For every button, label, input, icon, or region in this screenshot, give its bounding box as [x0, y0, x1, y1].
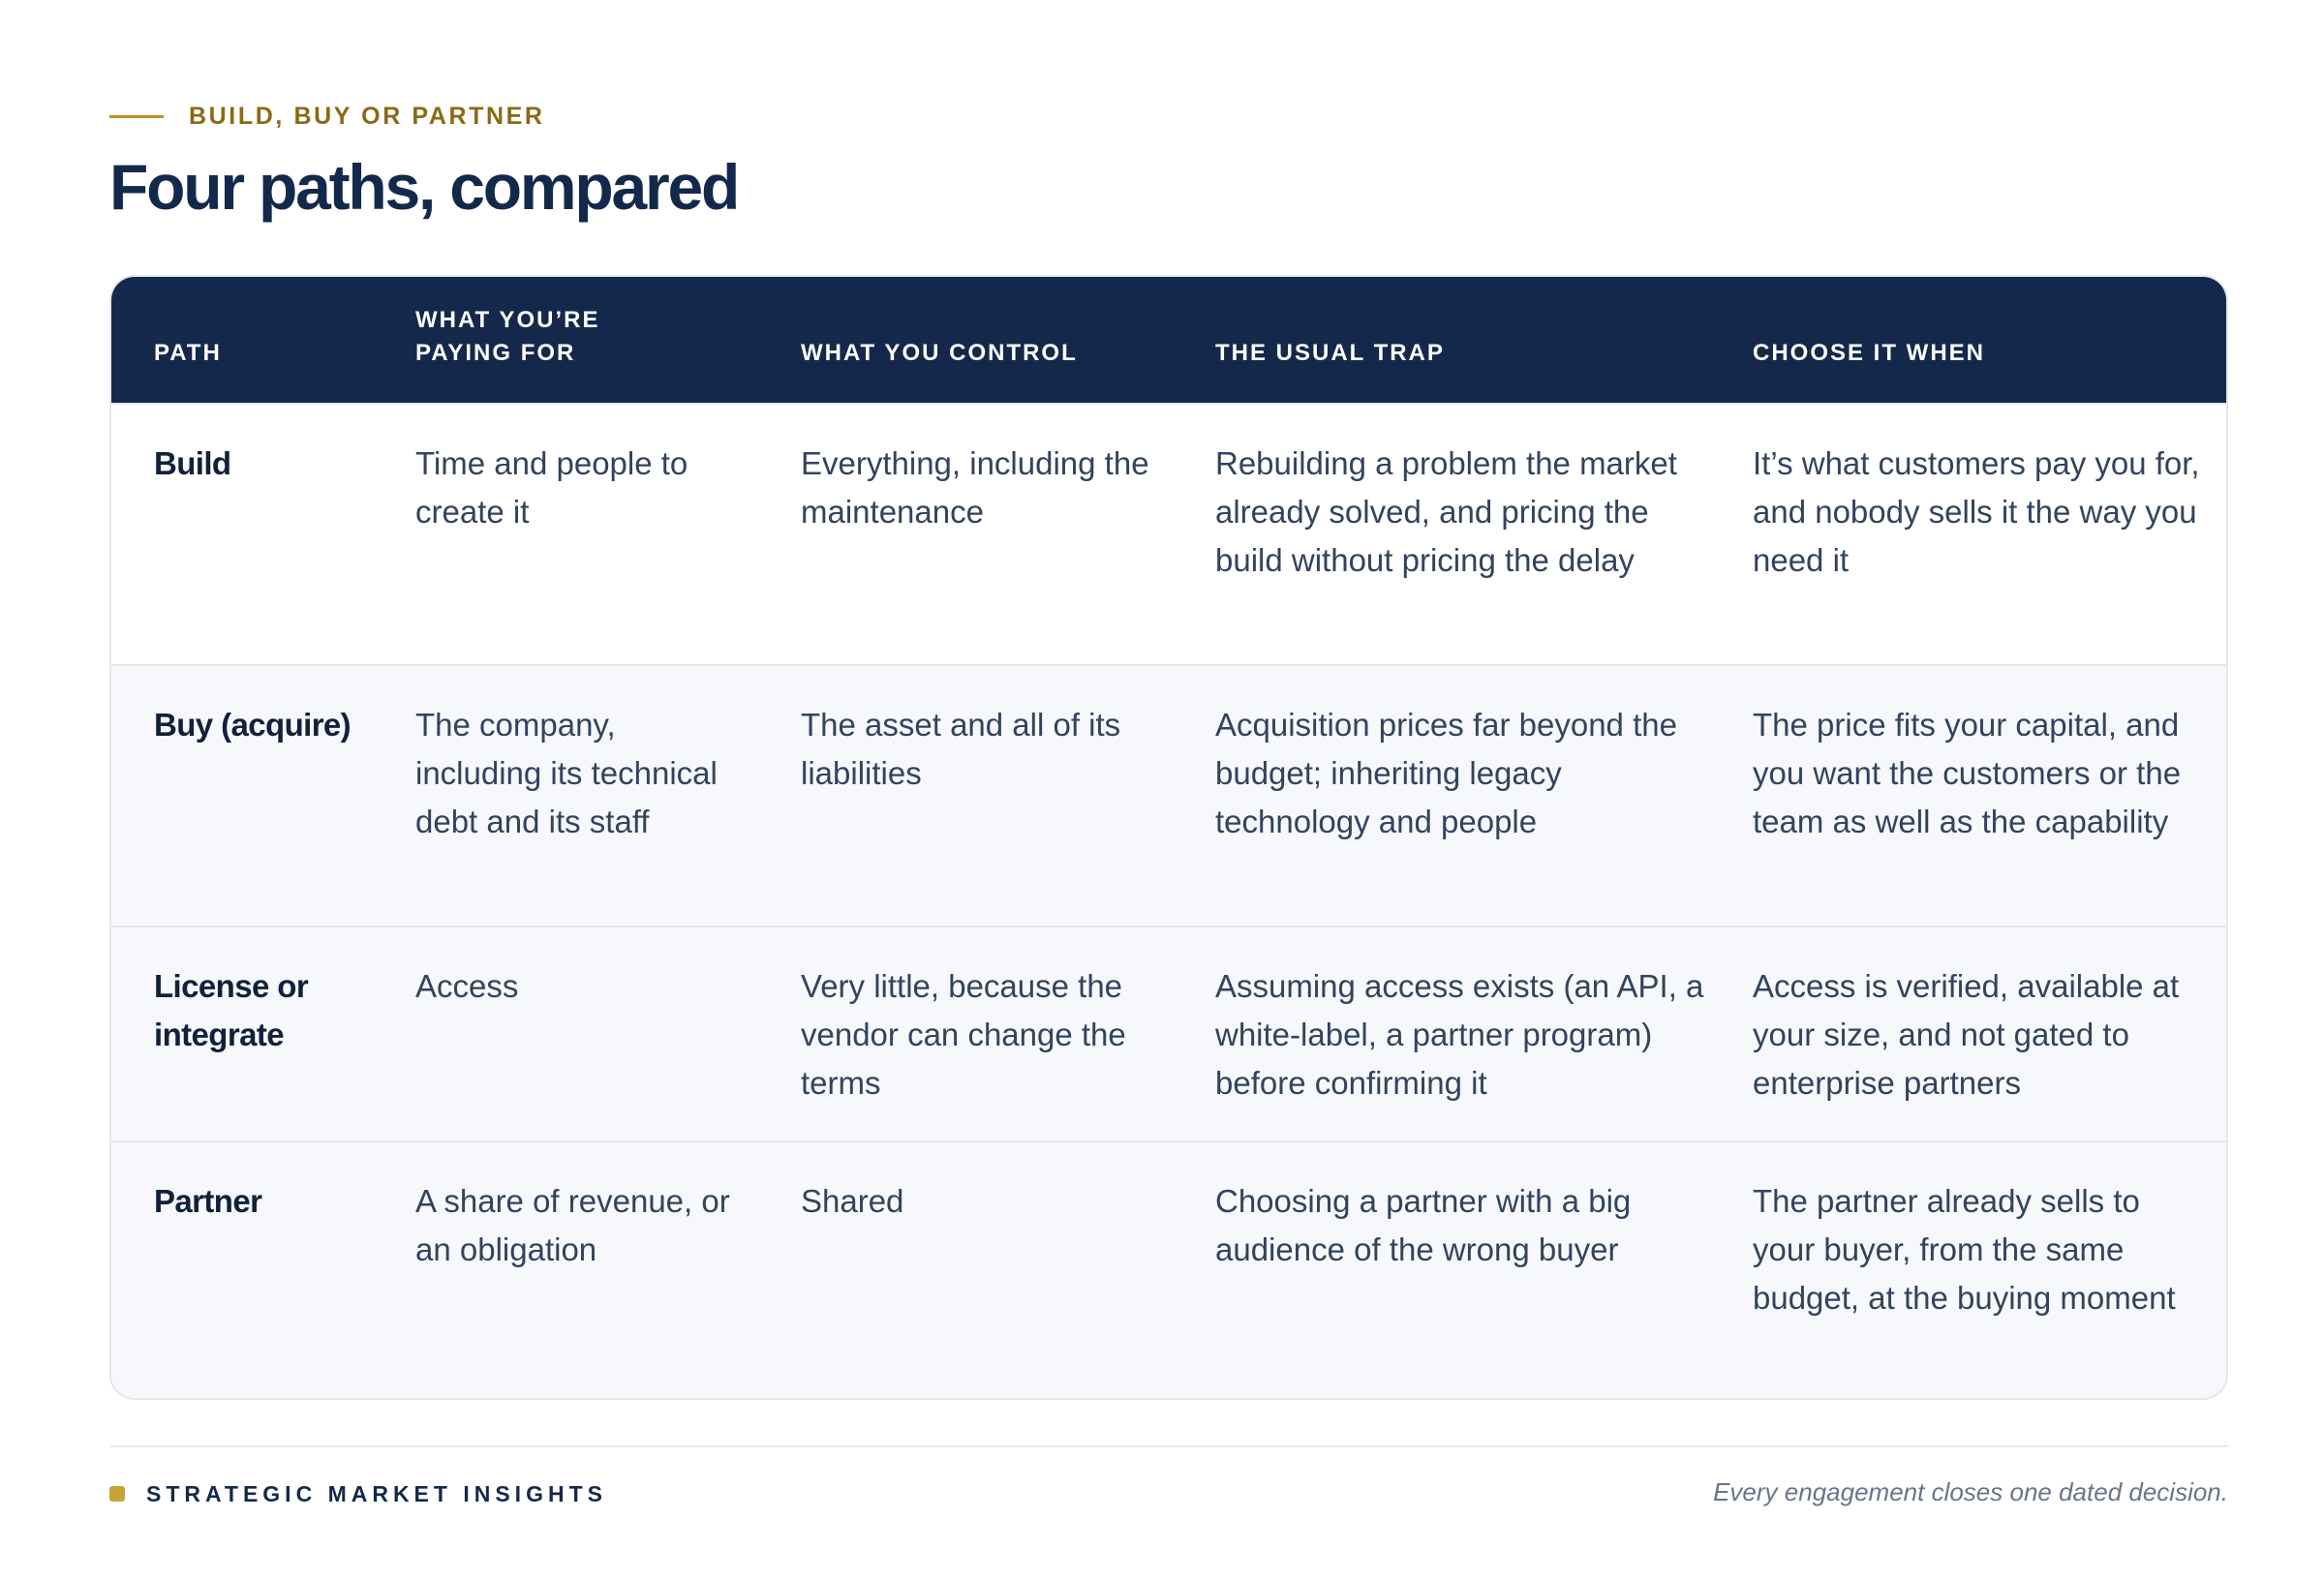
row-trap: Assuming access exists (an API, a white-label, a partner program) before confirming it	[1215, 968, 1704, 1101]
header-control: WHAT YOU CONTROL	[801, 340, 1078, 366]
page-title: Four paths, compared	[109, 151, 739, 223]
row-path: Build	[154, 445, 231, 481]
eyebrow	[109, 101, 545, 132]
table-row	[111, 664, 2226, 926]
row-control: Shared	[801, 1183, 904, 1219]
header-trap: THE USUAL TRAP	[1215, 340, 1445, 366]
brand-name: STRATEGIC MARKET INSIGHTS	[146, 1480, 607, 1506]
header-paying-for: WHAT YOU’RE PAYING FOR	[415, 307, 600, 366]
header-path: PATH	[154, 340, 222, 366]
footer-tagline: Every engagement closes one dated decision.	[1713, 1477, 2228, 1506]
table-row	[111, 926, 2226, 1140]
comparison-table	[109, 275, 2228, 1400]
row-paying-for: Access	[415, 968, 519, 1004]
page	[109, 0, 2228, 1580]
row-choose-when: The partner already sells to your buyer, from the same budget, at the buying moment	[1753, 1183, 2176, 1316]
row-trap: Acquisition prices far beyond the budget; inheriting legacy technology and people	[1215, 707, 1677, 839]
row-choose-when: It’s what customers pay you for, and nobody sells it the way you need it	[1753, 445, 2200, 578]
row-control: The asset and all of its liabilities	[801, 707, 1121, 791]
header-choose-when: CHOOSE IT WHEN	[1753, 340, 1986, 366]
row-paying-for: Time and people to create it	[415, 445, 688, 530]
row-control: Very little, because the vendor can change the terms	[801, 968, 1126, 1101]
eyebrow-text: BUILD, BUY OR PARTNER	[189, 102, 545, 130]
row-path: Buy (acquire)	[154, 707, 352, 743]
row-path: License or integrate	[154, 968, 309, 1052]
eyebrow-rule	[109, 115, 164, 118]
row-control: Everything, including the maintenance	[801, 445, 1149, 530]
table-row	[111, 403, 2226, 664]
brand-square-icon	[109, 1486, 125, 1502]
row-choose-when: Access is verified, available at your size, and not gated to enterprise partners	[1753, 968, 2180, 1101]
table-header	[111, 277, 2226, 403]
row-paying-for: A share of revenue, or an obligation	[415, 1183, 730, 1267]
footer-brand	[109, 1479, 607, 1508]
row-path: Partner	[154, 1183, 262, 1219]
row-trap: Rebuilding a problem the market already solved, and pricing the build without pricing the delay	[1215, 445, 1677, 578]
footer-divider	[109, 1445, 2228, 1447]
row-choose-when: The price fits your capital, and you want the customers or the team as well as the capability	[1753, 707, 2182, 839]
table-row	[111, 1140, 2226, 1400]
row-paying-for: The company, including its technical debt and its staff	[415, 707, 718, 839]
row-trap: Choosing a partner with a big audience of the wrong buyer	[1215, 1183, 1632, 1267]
